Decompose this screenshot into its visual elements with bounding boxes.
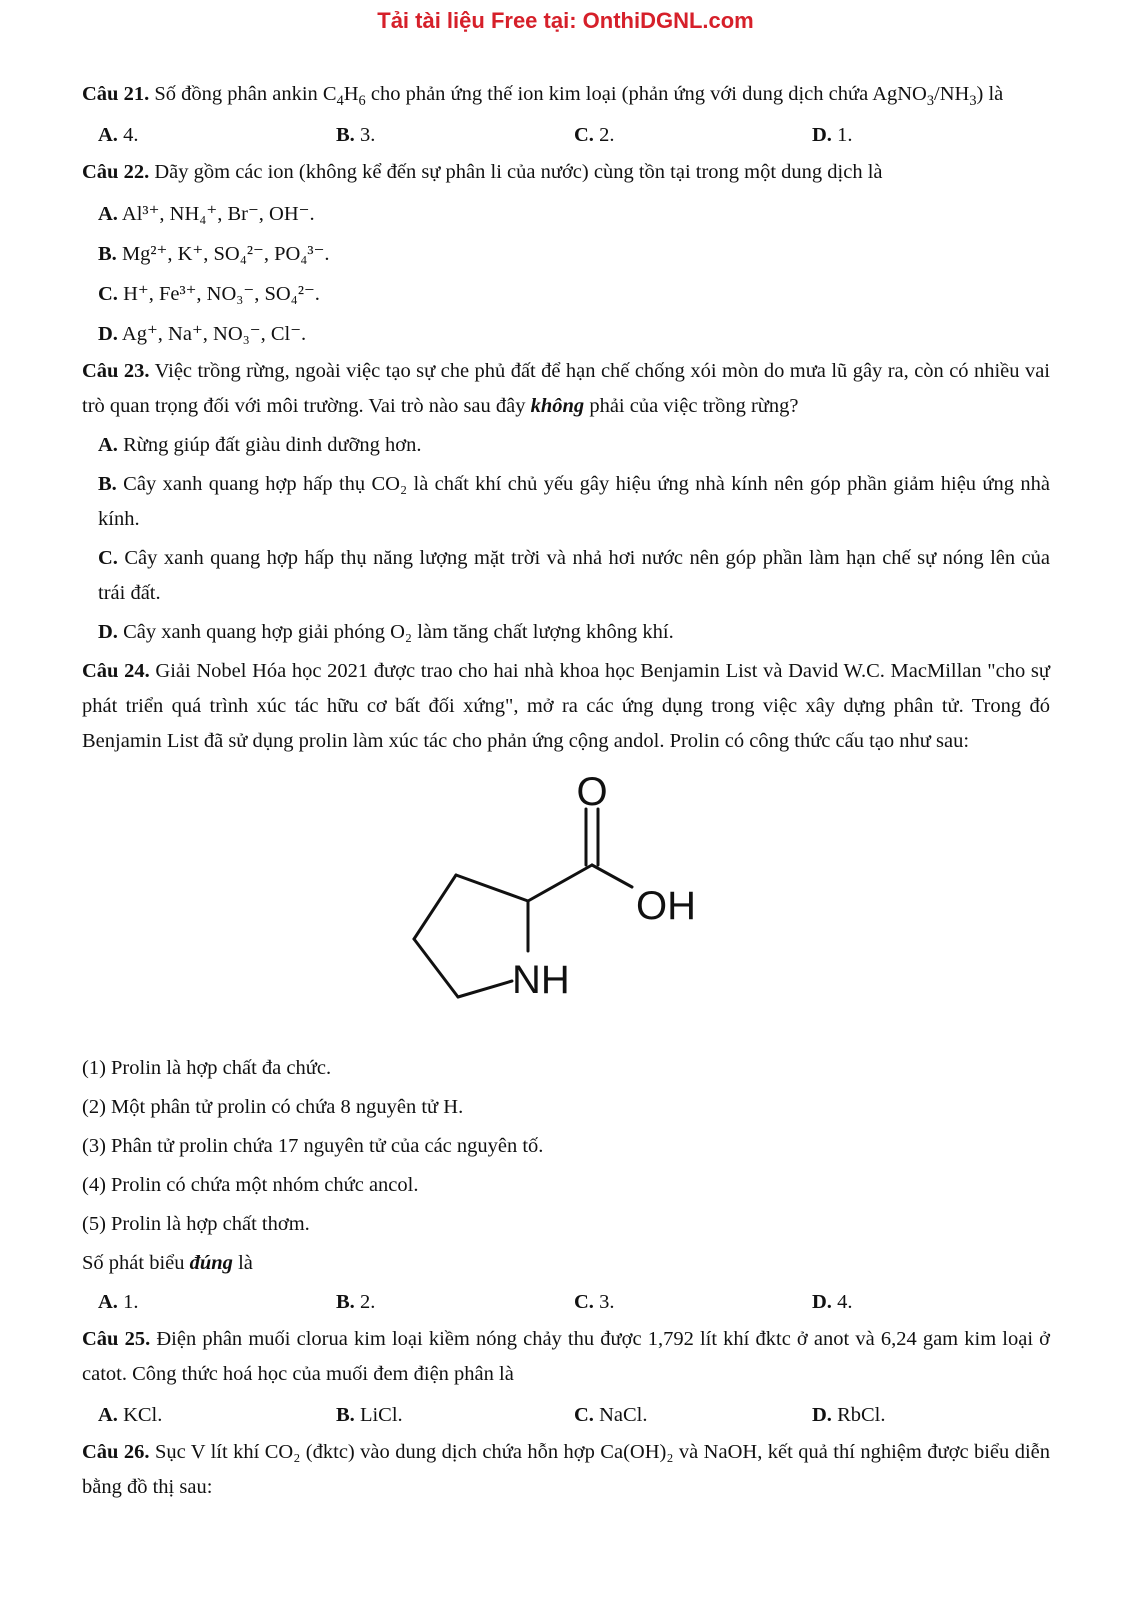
option-a: A. Rừng giúp đất giàu dinh dưỡng hơn. (98, 434, 422, 456)
option-a: A. 1. (98, 1291, 139, 1313)
statement-4: (4) Prolin có chứa một nhóm chức ancol. (82, 1174, 419, 1196)
option-a: A. 4. (98, 124, 139, 146)
option-b: B. Mg²⁺, K⁺, SO₄²⁻, PO₄³⁻. (98, 243, 330, 265)
amine-label: NH (512, 958, 570, 1002)
option-d: D. RbCl. (812, 1404, 886, 1426)
carbon-bond (528, 865, 592, 901)
question-25-options (82, 1396, 1050, 1435)
option-c: C. H⁺, Fe³⁺, NO₃⁻, SO₄²⁻. (98, 283, 320, 305)
option-c: C. NaCl. (574, 1404, 648, 1426)
option-b: B. LiCl. (336, 1404, 403, 1426)
option-d: D. Cây xanh quang hợp giải phóng O₂ làm tăng chất lượng không khí. (98, 621, 674, 643)
statement-count-prompt: Số phát biểu đúng là (82, 1252, 253, 1274)
option-b: B. 3. (336, 124, 376, 146)
statement-5: (5) Prolin là hợp chất thơm. (82, 1213, 310, 1235)
option-d: D. 4. (812, 1291, 853, 1313)
option-d: D. 1. (812, 124, 853, 146)
ring-bond (414, 939, 458, 997)
option-c: C. 3. (574, 1291, 615, 1313)
ring-bond (456, 875, 528, 901)
question-25: Câu 25. Điện phân muối clorua kim loại kiềm nóng chảy thu được 1,792 lít khí đktc ở anot và 6,24 gam kim loại ở catot. Công thức hoá học của muối đem điện phân là (82, 1328, 1050, 1385)
option-b: B. 2. (336, 1291, 376, 1313)
option-a: A. Al³⁺, NH₄⁺, Br⁻, OH⁻. (98, 203, 315, 225)
question-24: Câu 24. Giải Nobel Hóa học 2021 được trao cho hai nhà khoa học Benjamin List và David W.C. MacMillan "cho sự phát triển quá trình xúc tác hữu cơ bất đối xứng", mở ra các ứng dụng trong việc xây dựng phân tử. Trong đó Benjamin List đã sử dụng prolin làm xúc tác cho phản ứng cộng andol. Prolin có công thức cấu tạo như sau: (82, 660, 1050, 752)
option-c: C. 2. (574, 124, 615, 146)
question-23-label: Câu 23. (82, 360, 150, 382)
option-a: A. KCl. (98, 1404, 163, 1426)
option-c: C. Cây xanh quang hợp hấp thụ năng lượng mặt trời và nhả hơi nước nên góp phần làm hạn chế sự nóng lên của trái đất. (98, 547, 1050, 604)
question-26: Câu 26. Sục V lít khí CO₂ (đktc) vào dung dịch chứa hỗn hợp Ca(OH)₂ và NaOH, kết quả thí nghiệm được biểu diễn bằng đồ thị sau: (82, 1441, 1050, 1498)
ring-bond (414, 875, 456, 939)
question-25-label: Câu 25. (82, 1328, 151, 1350)
option-d: D. Ag⁺, Na⁺, NO₃⁻, Cl⁻. (98, 323, 307, 345)
statement-2: (2) Một phân tử prolin có chứa 8 nguyên tử H. (82, 1096, 464, 1118)
question-21-label: Câu 21. (82, 83, 150, 105)
option-b: B. Cây xanh quang hợp hấp thụ CO₂ là chất khí chủ yếu gây hiệu ứng nhà kính nên góp phần giảm hiệu ứng nhà kính. (98, 473, 1050, 530)
question-21: Câu 21. Số đồng phân ankin $C_4H_6$ cho phản ứng thế ion kim loại (phản ứng với dung dịch chứa $AgNO_3/NH_3$) là (82, 83, 1004, 110)
question-24-options (82, 1283, 1050, 1322)
proline-structure (82, 769, 1050, 1049)
question-21-options (82, 116, 1050, 155)
exam-content (82, 77, 1050, 1509)
question-22-options (82, 194, 1050, 354)
ring-bond (458, 981, 512, 997)
question-22-label: Câu 22. (82, 161, 150, 183)
oxygen-label: O (576, 770, 608, 814)
statement-1: (1) Prolin là hợp chất đa chức. (82, 1057, 332, 1079)
proline-structure-diagram (408, 769, 728, 1049)
download-banner[interactable]: Tải tài liệu Free tại: OnthiDGNL.com (377, 8, 754, 33)
question-26-label: Câu 26. (82, 1441, 150, 1463)
question-24-label: Câu 24. (82, 660, 150, 682)
hydroxyl-label: OH (636, 884, 696, 928)
statement-3: (3) Phân tử prolin chứa 17 nguyên tử của các nguyên tố. (82, 1135, 544, 1157)
question-22: Câu 22. Dãy gồm các ion (không kể đến sự phân li của nước) cùng tồn tại trong một dung dịch là (82, 161, 883, 183)
hydroxyl-bond (592, 865, 632, 887)
question-23: Câu 23. Việc trồng rừng, ngoài việc tạo sự che phủ đất để hạn chế chống xói mòn do mưa lũ gây ra, còn có nhiều vai trò quan trọng đối với môi trường. Vai trò nào sau đây không phải của việc trồng rừng? (82, 360, 1050, 417)
